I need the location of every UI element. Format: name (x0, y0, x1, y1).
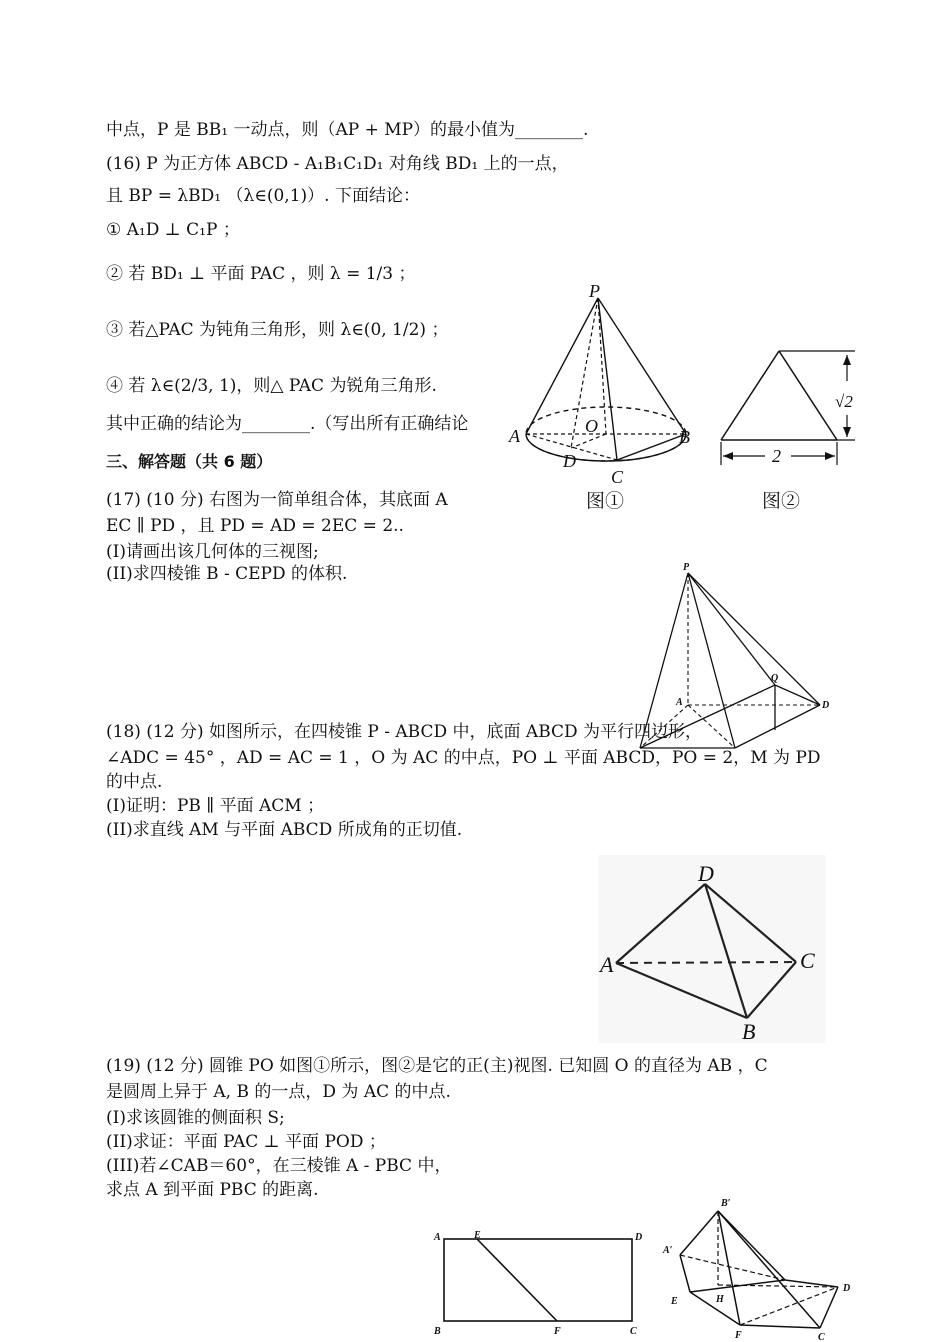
fold-label-d: D (843, 1283, 851, 1294)
rectangle-figure (430, 1228, 650, 1340)
pyramid-label-a: A (676, 697, 683, 708)
q17-line-c: (I)请画出该几何体的三视图; (106, 542, 319, 562)
rect-label-c: C (630, 1326, 637, 1337)
front-view-height-label: √2 (835, 392, 853, 411)
q19-line-b: 是圆周上异于 A, B 的一点，D 为 AC 的中点. (106, 1082, 451, 1102)
front-view-caption: 图② (762, 490, 801, 512)
q16-ending: 其中正确的结论为________.（写出所有正确结论 (106, 414, 469, 434)
cone-label-a: A (509, 426, 520, 446)
q19-line-d: (II)求证：平面 PAC ⊥ 平面 POD ； (106, 1132, 386, 1152)
fold-label-b1: B′ (721, 1198, 731, 1209)
q16-condition: 且 BP = λBD₁ （λ∈(0,1)）. 下面结论： (106, 186, 420, 206)
q16-intro: (16) P 为正方体 ABCD - A₁B₁C₁D₁ 对角线 BD₁ 上的一点， (106, 154, 569, 174)
rect-label-b: B (434, 1326, 441, 1337)
section-heading: 三、解答题（共 6 题） (106, 452, 273, 471)
cone-caption: 图① (586, 490, 625, 512)
cone-label-p: P (589, 281, 600, 301)
q19-line-f: 求点 A 到平面 PBC 的距离. (106, 1180, 319, 1200)
q15-tail-line: 中点，P 是 BB₁ 一动点，则（AP + MP）的最小值为________. (106, 120, 589, 140)
q16-conclusion-4: ④ 若 λ∈(2/3, 1)，则△ PAC 为锐角三角形. (106, 376, 437, 396)
fold-label-h: H (716, 1294, 724, 1305)
cone-label-o: O (585, 416, 598, 436)
tetra-label-b: B (742, 1019, 756, 1044)
pyramid-figure (630, 560, 840, 755)
tetra-label-d: D (698, 861, 714, 886)
q18-line-d: (I)证明：PB ∥ 平面 ACM ； (106, 796, 325, 816)
rect-label-f: F (554, 1326, 561, 1337)
q18-line-b: ∠ADC = 45° ，AD = AC = 1 ，O 为 AC 的中点，PO ⊥ 平面 ABCD，PO = 2，M 为 PD (106, 748, 821, 768)
cone-label-c: C (611, 467, 624, 487)
fold-label-f: F (735, 1330, 742, 1341)
pyramid-label-d: D (822, 700, 830, 711)
rect-label-d: D (635, 1232, 643, 1243)
q17-line-a: (17) (10 分) 右图为一简单组合体，其底面 A (106, 490, 448, 510)
q19-line-a: (19) (12 分) 圆锥 PO 如图①所示，图②是它的正(主)视图. 已知圆 O 的直径为 AB ，C (106, 1056, 768, 1076)
rect-label-e: E (474, 1230, 481, 1241)
pyramid-label-p: P (683, 562, 690, 573)
q16-conclusion-3: ③ 若△PAC 为钝角三角形，则 λ∈(0, 1/2) ； (106, 320, 449, 340)
q19-line-c: (I)求该圆锥的侧面积 S; (106, 1108, 285, 1128)
fold-label-c: C (818, 1332, 825, 1342)
q18-line-e: (II)求直线 AM 与平面 ABCD 所成角的正切值. (106, 820, 463, 840)
q16-conclusion-1: ① A₁D ⊥ C₁P ； (106, 220, 240, 240)
fold-label-e: E (671, 1296, 678, 1307)
tetra-label-c: C (800, 948, 815, 973)
cone-label-b: B (679, 427, 690, 447)
cone-label-d: D (563, 451, 576, 471)
front-view-figure (715, 345, 865, 470)
tetra-label-a: A (600, 952, 614, 977)
q17-line-b: EC ∥ PD ，且 PD = AD = 2EC = 2.. (106, 516, 404, 536)
front-view-width-label: 2 (772, 446, 781, 466)
q17-line-d: (II)求四棱锥 B - CEPD 的体积. (106, 564, 348, 584)
tetrahedron-figure (598, 855, 828, 1045)
q19-line-e: (III)若∠CAB＝60°，在三棱锥 A - PBC 中， (106, 1156, 452, 1176)
cone-figure (505, 280, 705, 490)
q16-conclusion-2: ② 若 BD₁ ⊥ 平面 PAC ，则 λ = 1/3 ； (106, 264, 416, 284)
q18-line-c: 的中点. (106, 772, 163, 792)
folded-figure (660, 1195, 860, 1340)
q18-line-a: (18) (12 分) 如图所示，在四棱锥 P - ABCD 中，底面 ABCD 为平行四边形， (106, 722, 703, 742)
fold-label-a1: A′ (663, 1245, 673, 1256)
pyramid-label-q: Q (771, 673, 779, 684)
rect-label-a: A (434, 1232, 441, 1243)
